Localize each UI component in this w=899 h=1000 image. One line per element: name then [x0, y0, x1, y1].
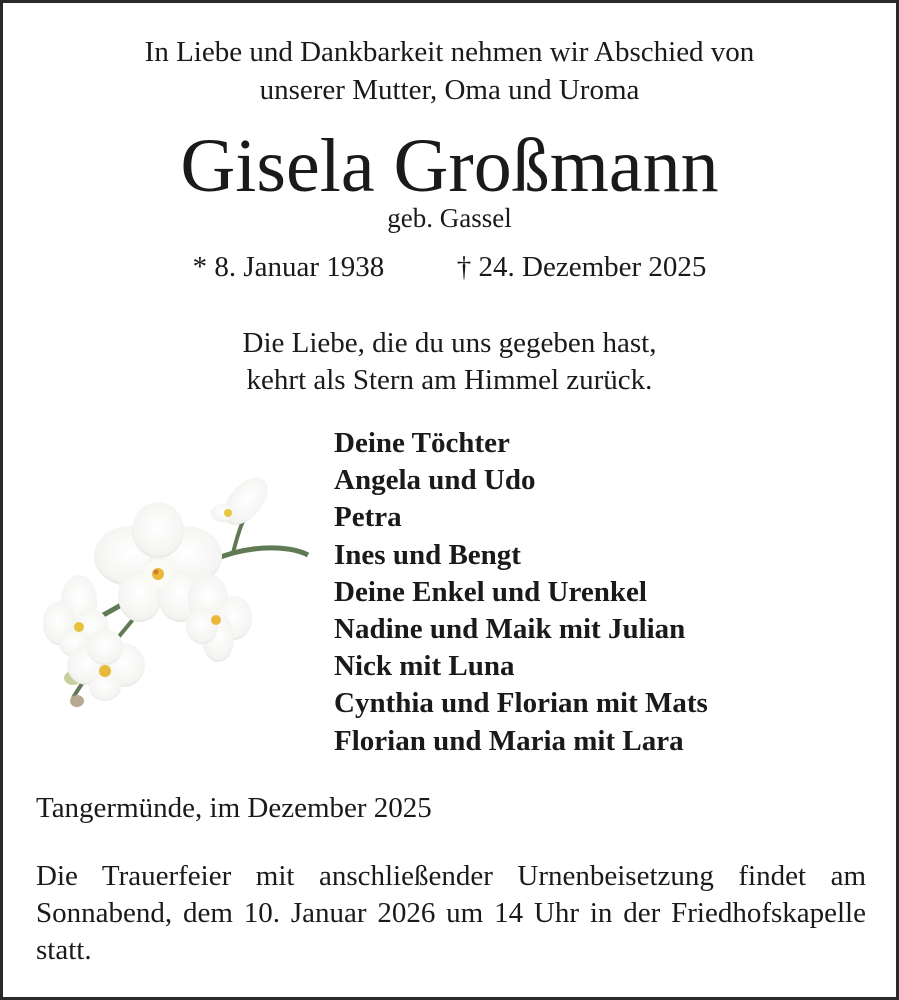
- intro-line: unserer Mutter, Oma und Uroma: [259, 74, 640, 106]
- death-date: 24. Dezember 2025: [478, 251, 707, 283]
- family-line: Deine Töchter: [334, 427, 510, 459]
- family-line: Florian und Maria mit Lara: [334, 724, 684, 757]
- deceased-name: Gisela Großmann: [180, 124, 719, 208]
- verse-line: kehrt als Stern am Himmel zurück.: [246, 364, 653, 396]
- life-dates: [3, 248, 896, 286]
- intro-text: [3, 33, 896, 109]
- birth-star-icon: *: [192, 251, 208, 283]
- memorial-verse: [3, 325, 896, 399]
- family-line: Deine Enkel und Urenkel: [334, 575, 647, 608]
- intro-line: In Liebe und Dankbarkeit nehmen wir Abschied von: [144, 36, 755, 68]
- verse-line: Die Liebe, die du uns gegeben hast,: [242, 327, 657, 359]
- birth-date: 8. Januar 1938: [214, 251, 385, 283]
- ceremony-info: Die Trauerfeier mit anschließender Urnenbeisetzung findet am Sonnabend, dem 10. Januar 2026 um 14 Uhr in der Friedhofskapelle statt.: [36, 860, 866, 966]
- orchid-image: [33, 473, 313, 713]
- family-line: Nick mit Luna: [334, 650, 515, 683]
- family-line: Angela und Udo: [334, 464, 536, 497]
- death-cross-icon: †: [456, 251, 472, 283]
- family-list: [334, 425, 708, 760]
- place-date: Tangermünde, im Dezember 2025: [36, 792, 432, 824]
- family-line: Nadine und Maik mit Julian: [334, 613, 686, 646]
- family-line: Cynthia und Florian mit Mats: [334, 687, 708, 720]
- family-line: Ines und Bengt: [334, 538, 521, 571]
- family-line: Petra: [334, 501, 402, 534]
- maiden-name: geb. Gassel: [387, 203, 512, 233]
